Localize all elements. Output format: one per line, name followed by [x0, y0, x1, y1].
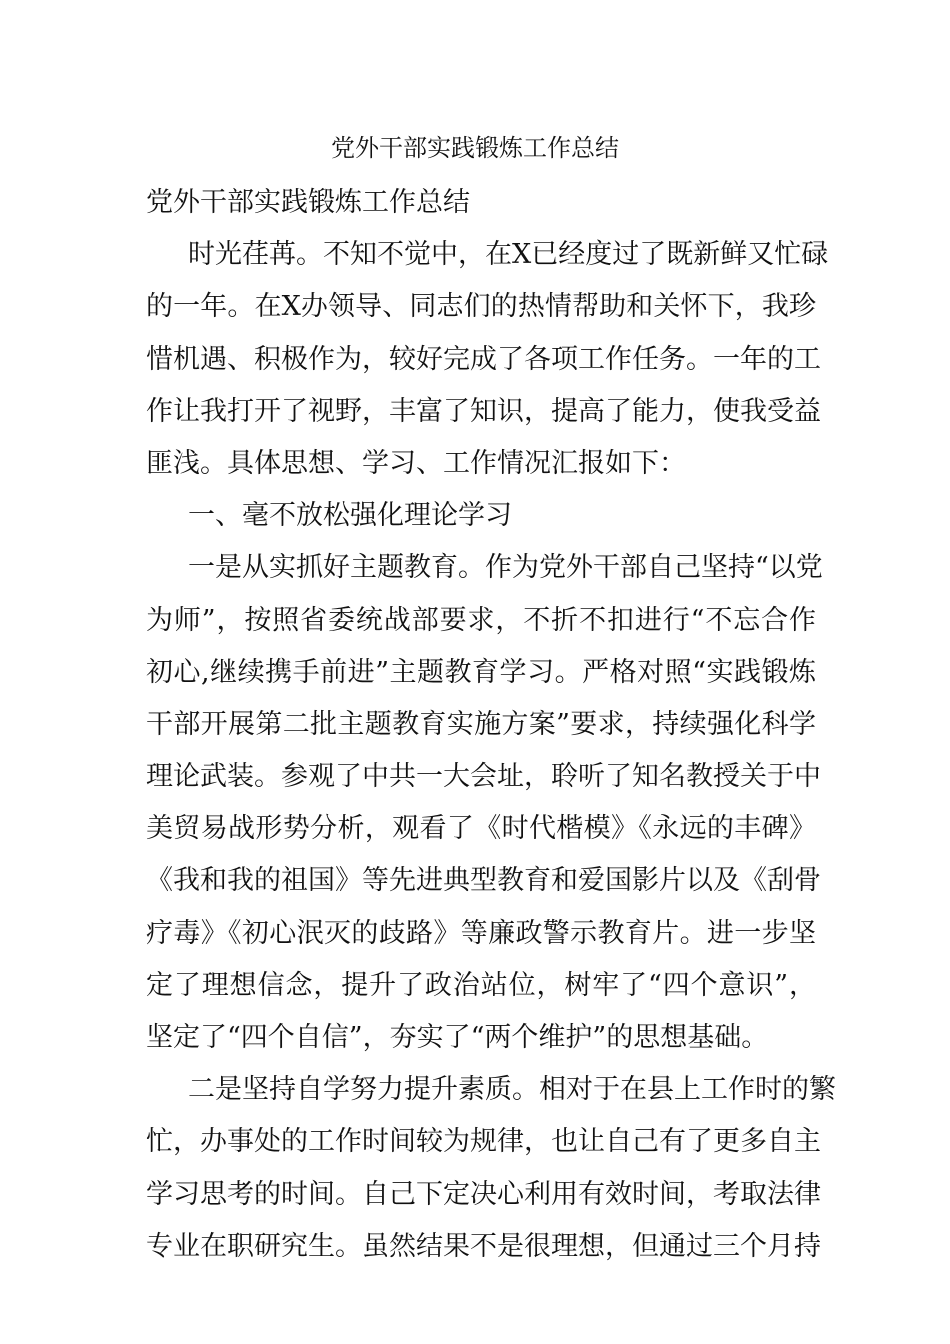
- text-line: 干部开展第二批主题教育实施方案”要求，持续强化科学: [146, 708, 816, 740]
- text-line: 的一年。在X办领导、同志们的热情帮助和关怀下，我珍: [146, 291, 816, 323]
- text-line: 匪浅。具体思想、学习、工作情况汇报如下：: [146, 447, 686, 479]
- text-line: 坚定了“四个自信”，夯实了“两个维护”的思想基础。: [146, 1022, 769, 1053]
- text-line: 忙，办事处的工作时间较为规律，也让自己有了更多自主: [146, 1126, 821, 1158]
- text-line: 一、毫不放松强化理论学习: [188, 500, 512, 532]
- text-line: 《我和我的祖国》等先进典型教育和爱国影片以及《刮骨: [146, 865, 821, 897]
- text-line: 定了理想信念，提升了政治站位，树牢了“四个意识”，: [146, 969, 816, 1001]
- text-line: 时光荏苒。不知不觉中，在X已经度过了既新鲜又忙碌: [188, 239, 829, 271]
- text-line: 美贸易战形势分析，观看了《时代楷模》《永远的丰碑》: [146, 813, 816, 845]
- text-line: 作让我打开了视野，丰富了知识，提高了能力，使我受益: [146, 395, 821, 427]
- document-body: [146, 177, 836, 1273]
- text-line: 惜机遇、积极作为，较好完成了各项工作任务。一年的工: [146, 343, 821, 375]
- text-line: 一是从实抓好主题教育。作为党外干部自己坚持“以党: [188, 552, 823, 584]
- text-line: 初心,继续携手前进”主题教育学习。严格对照“实践锻炼: [146, 656, 816, 688]
- text-line: 为师”，按照省委统战部要求，不折不扣进行“不忘合作: [146, 604, 816, 636]
- text-line: 二是坚持自学努力提升素质。相对于在县上工作时的繁: [188, 1074, 836, 1106]
- text-line: 理论武装。参观了中共一大会址，聆听了知名教授关于中: [146, 761, 821, 793]
- document-subtitle: 党外干部实践锻炼工作总结: [146, 187, 470, 218]
- text-line: 专业在职研究生。虽然结果不是很理想，但通过三个月持: [146, 1230, 821, 1262]
- text-line: 学习思考的时间。自己下定决心利用有效时间，考取法律: [146, 1178, 821, 1210]
- document-title: 党外干部实践锻炼工作总结: [331, 134, 619, 162]
- text-line: 疗毒》《初心泯灭的歧路》等廉政警示教育片。进一步坚: [146, 917, 816, 949]
